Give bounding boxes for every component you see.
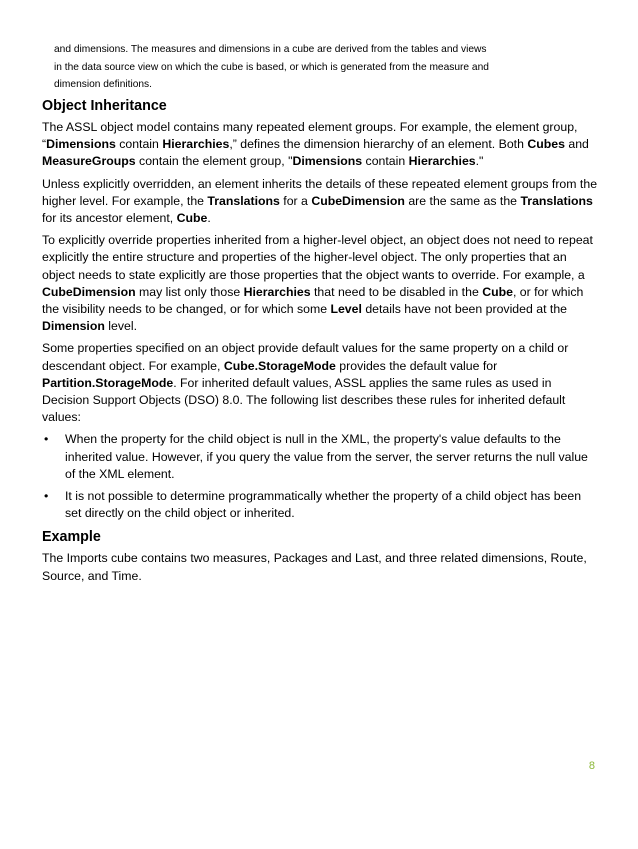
bullet-glyph: •	[44, 432, 49, 447]
section-example	[42, 527, 598, 584]
section-heading: Example	[42, 529, 101, 546]
bold-term: Dimensions	[46, 137, 116, 152]
page-number: 8	[588, 760, 595, 772]
bold-term: Dimensions	[292, 154, 363, 169]
section-object-inheritance	[42, 96, 598, 522]
bold-term: Cube	[176, 211, 208, 226]
list-item-text: It is not possible to determine programmatically whether the property of a child object has been set directly on the child object or inherited.	[65, 489, 582, 521]
main-content	[42, 96, 598, 590]
list-item	[42, 431, 598, 483]
bullet-list	[42, 431, 598, 522]
bold-term: Hierarchies	[408, 154, 476, 169]
section-heading: Object Inheritance	[42, 98, 167, 114]
paragraph: The ASSL object model contains many repeated element groups. For example, the element group, “Dimensions contain Hierarchies,” defines the dimension hierarchy of an element. Both Cubes and MeasureGroups contain the element group, "Dimensions contain Hierarchies."	[42, 120, 589, 169]
bold-term: Level	[330, 302, 362, 317]
intro-paragraph: and dimensions. The measures and dimensions in a cube are derived from the tables and views in the data source view on which the cube is based, or which is generated from the measure and dimension definitions.	[54, 44, 489, 90]
bold-term: Hierarchies	[243, 284, 311, 299]
bold-term: Translations	[207, 193, 280, 208]
bold-term: Partition.StorageMode	[42, 375, 174, 390]
bold-term: Hierarchies	[162, 137, 230, 152]
bold-term: Translations	[520, 193, 593, 208]
list-item	[42, 488, 598, 522]
bold-term: Cubes	[527, 137, 565, 152]
paragraph: The Imports cube contains two measures, Packages and Last, and three related dimensions, Route, Source, and Time.	[42, 551, 587, 583]
bold-term: MeasureGroups	[42, 154, 136, 169]
bold-term: Cube.StorageMode	[223, 358, 336, 373]
bold-term: CubeDimension	[311, 193, 405, 208]
paragraph: Unless explicitly overridden, an element inherits the details of these repeated element groups from the higher level. For example, the Translations for a CubeDimension are the same as the Translations for its ancestor element, Cube.	[42, 176, 598, 226]
bold-term: Cube	[482, 284, 513, 299]
bold-term: Dimension	[42, 319, 105, 334]
bold-term: CubeDimension	[42, 284, 136, 299]
paragraph: To explicitly override properties inherited from a higher-level object, an object does not need to repeat explicitly the entire structure and properties of the higher-level object. The only properties that an object needs to state explicitly are those properties that the object wants to override. For example, a CubeDimension may list only those Hierarchies that need to be disabled in the Cube, or for which the visibility needs to be changed, or for which some Level details have not been provided at the Dimension level.	[42, 233, 593, 334]
list-item-text: When the property for the child object is null in the XML, the property's value defaults to the inherited value. However, if you query the value from the server, the server returns the null value of the XML element.	[65, 432, 588, 481]
paragraph: Some properties specified on an object provide default values for the same property on a child or descendant object. For example, Cube.StorageMode provides the default value for Partition.StorageMode. For inherited default values, ASSL applies the same rules as used in Decision Support Objects (DSO) 8.0. The following list describes these rules for inherited default values:	[42, 341, 569, 425]
bullet-glyph: •	[44, 489, 49, 504]
